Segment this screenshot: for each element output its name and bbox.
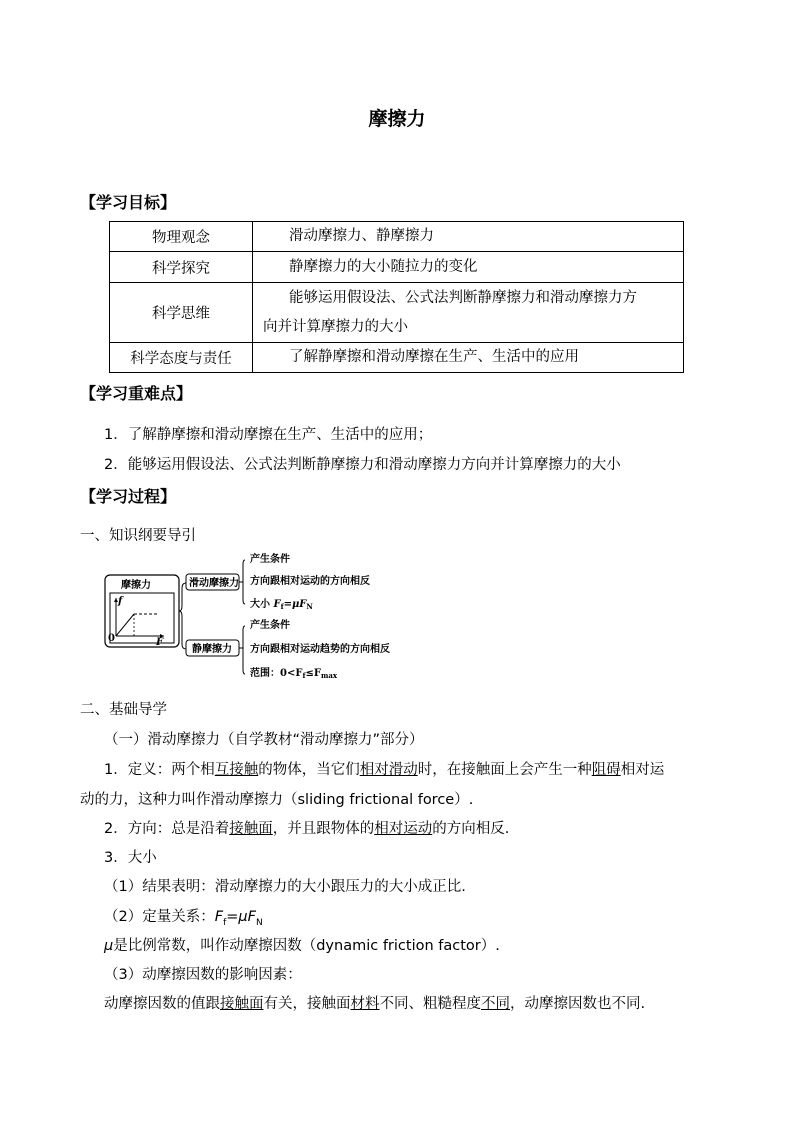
- static-direction: 方向跟相对运动趋势的方向相反: [250, 644, 390, 655]
- result-line: （1）结果表明：滑动摩擦力的大小跟压力的大小成正比.: [104, 879, 466, 895]
- size-heading: 3．大小: [104, 850, 157, 866]
- goal-key: 科学思维: [110, 283, 253, 343]
- goal-key: 物理观念: [110, 222, 253, 252]
- sliding-size: 大小 $F_f=\mu F_N$: [250, 599, 313, 611]
- goals-table: [109, 221, 684, 373]
- graph-rising-line: [116, 614, 134, 636]
- table-row: [110, 252, 684, 283]
- static-label: 静摩擦力: [192, 644, 232, 655]
- sliding-label: 滑动摩擦力: [189, 578, 239, 589]
- key-point-2: 2．能够运用假设法、公式法判断静摩擦力和滑动摩擦力方向并计算摩擦力的大小: [104, 457, 621, 473]
- goal-key: 科学态度与责任: [110, 343, 253, 373]
- friction-mindmap-diagram: [104, 548, 424, 682]
- section-goals-heading: 【学习目标】: [80, 193, 177, 212]
- goal-value: 静摩擦力的大小随拉力的变化: [289, 258, 478, 275]
- definition-line-2: 动的力，这种力叫作滑动摩擦力（sliding frictional force）.: [80, 792, 474, 808]
- root-label: 摩擦力: [121, 580, 151, 591]
- origin-label: 0: [108, 633, 115, 644]
- factors-line: 动摩擦因数的值跟接触面有关，接触面材料不同、粗糙程度不同，动摩擦因数也不同.: [104, 996, 646, 1012]
- table-row: [110, 343, 684, 373]
- brace-upper: [179, 583, 186, 611]
- brace-lower: [179, 611, 186, 649]
- key-point-1: 1．了解静摩擦和滑动摩擦在生产、生活中的应用；: [104, 427, 433, 443]
- static-brace: [239, 626, 245, 674]
- axis-F-label: F: [156, 637, 164, 648]
- goal-value: 滑动摩擦力、静摩擦力: [289, 228, 434, 244]
- static-range: 范围：$0<F_f\le F_{max}$: [250, 668, 338, 680]
- formula-line: （2）定量关系：$F_f=\mu F_N$: [104, 909, 263, 928]
- definition-line-1: 1．定义：两个相互接触的物体，当它们相对滑动时，在接触面上会产生一种阻碍相对运: [104, 762, 665, 778]
- goal-value-line1: 能够运用假设法、公式法判断静摩擦力和滑动摩擦力方: [289, 289, 637, 306]
- direction-line: 2．方向：总是沿着接触面，并且跟物体的相对运动的方向相反.: [104, 821, 510, 837]
- factors-heading: （3）动摩擦因数的影响因素：: [104, 967, 302, 983]
- part1-heading: 一、知识纲要导引: [80, 528, 196, 544]
- goal-value-line2: 向并计算摩擦力的大小: [263, 318, 408, 335]
- static-cond: 产生条件: [250, 620, 290, 631]
- part2-heading: 二、基础导学: [80, 702, 167, 718]
- sliding-cond: 产生条件: [250, 554, 290, 565]
- sliding-direction: 方向跟相对运动的方向相反: [250, 576, 370, 587]
- mu-definition-line: μ是比例常数，叫作动摩擦因数（dynamic friction factor）.: [104, 938, 500, 954]
- table-row: [110, 283, 684, 343]
- section-process-heading: 【学习过程】: [80, 487, 177, 506]
- table-row: [110, 222, 684, 252]
- sliding-brace: [239, 560, 245, 604]
- goal-key: 科学探究: [110, 252, 253, 283]
- subsection-1-heading: （一）滑动摩擦力（自学教材“滑动摩擦力”部分）: [104, 732, 424, 748]
- axis-f-label: f: [118, 596, 123, 607]
- goal-value: 了解静摩擦和滑动摩擦在生产、生活中的应用: [289, 349, 579, 365]
- page-title: 摩擦力: [368, 108, 426, 130]
- section-key-heading: 【学习重难点】: [80, 384, 193, 403]
